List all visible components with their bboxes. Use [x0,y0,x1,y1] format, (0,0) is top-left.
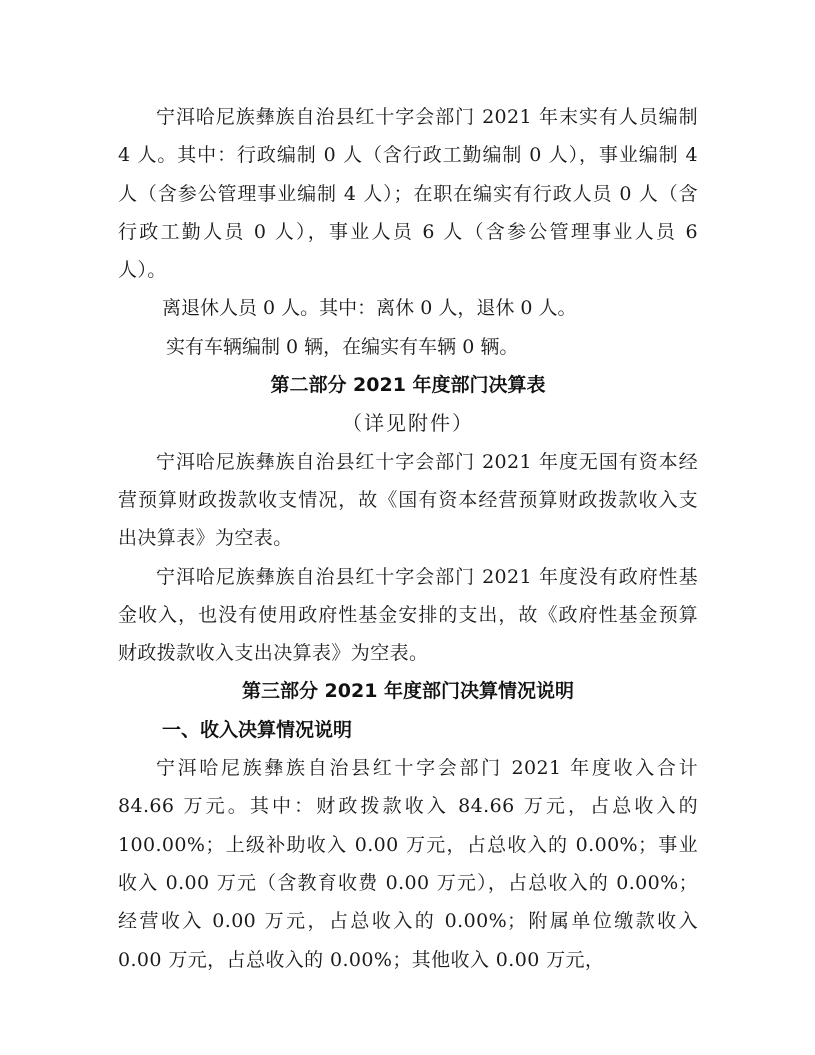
vehicles-line: 实有车辆编制 0 辆，在编实有车辆 0 辆。 [166,335,519,358]
state-capital-paragraph: 宁洱哈尼族彝族自治县红十字会部门 2021 年度无国有资本经营预算财政拨款收支情况，故《国有资本经营预算财政拨款收入支出决算表》为空表。 [118,450,698,550]
gov-fund-paragraph: 宁洱哈尼族彝族自治县红十字会部门 2021 年度没有政府性基金收入，也没有使用政府性基金安排的支出，故《政府性基金预算财政拨款收入支出决算表》为空表。 [118,565,698,665]
staffing-paragraph: 宁洱哈尼族彝族自治县红十字会部门 2021 年末实有人员编制 4 人。其中：行政编制 0 人（含行政工勤编制 0 人），事业编制 4 人（含参公管理事业编制 4 人）；在职在编实有行政人员 0 人（含行政工勤人员 0 人），事业人员 6 人（含参公管理事业人员 6 人）。 [118,106,698,282]
retirees-line: 离退休人员 0 人。其中：离休 0 人，退休 0 人。 [162,297,577,320]
income-paragraph: 宁洱哈尼族彝族自治县红十字会部门 2021 年度收入合计 84.66 万元。其中：财政拨款收入 84.66 万元，占总收入的 100.00%；上级补助收入 0.00 万元，占总收入的 0.00%；事业收入 0.00 万元（含教育收费 0.00 万元），占总收入的 0.00%；经营收入 0.00 万元，占总收入的 0.00%；附属单位缴款收入 0.00 万元，占总收入的 0.00%；其他收入 0.00 万元， [118,757,698,971]
section1-heading: 一、收入决算情况说明 [162,718,353,741]
part2-heading: 第二部分 2021 年度部门决算表 [270,374,546,397]
document-body [118,98,698,979]
part2-note: （详见附件） [342,411,474,436]
part3-heading: 第三部分 2021 年度部门决算情况说明 [241,680,575,703]
